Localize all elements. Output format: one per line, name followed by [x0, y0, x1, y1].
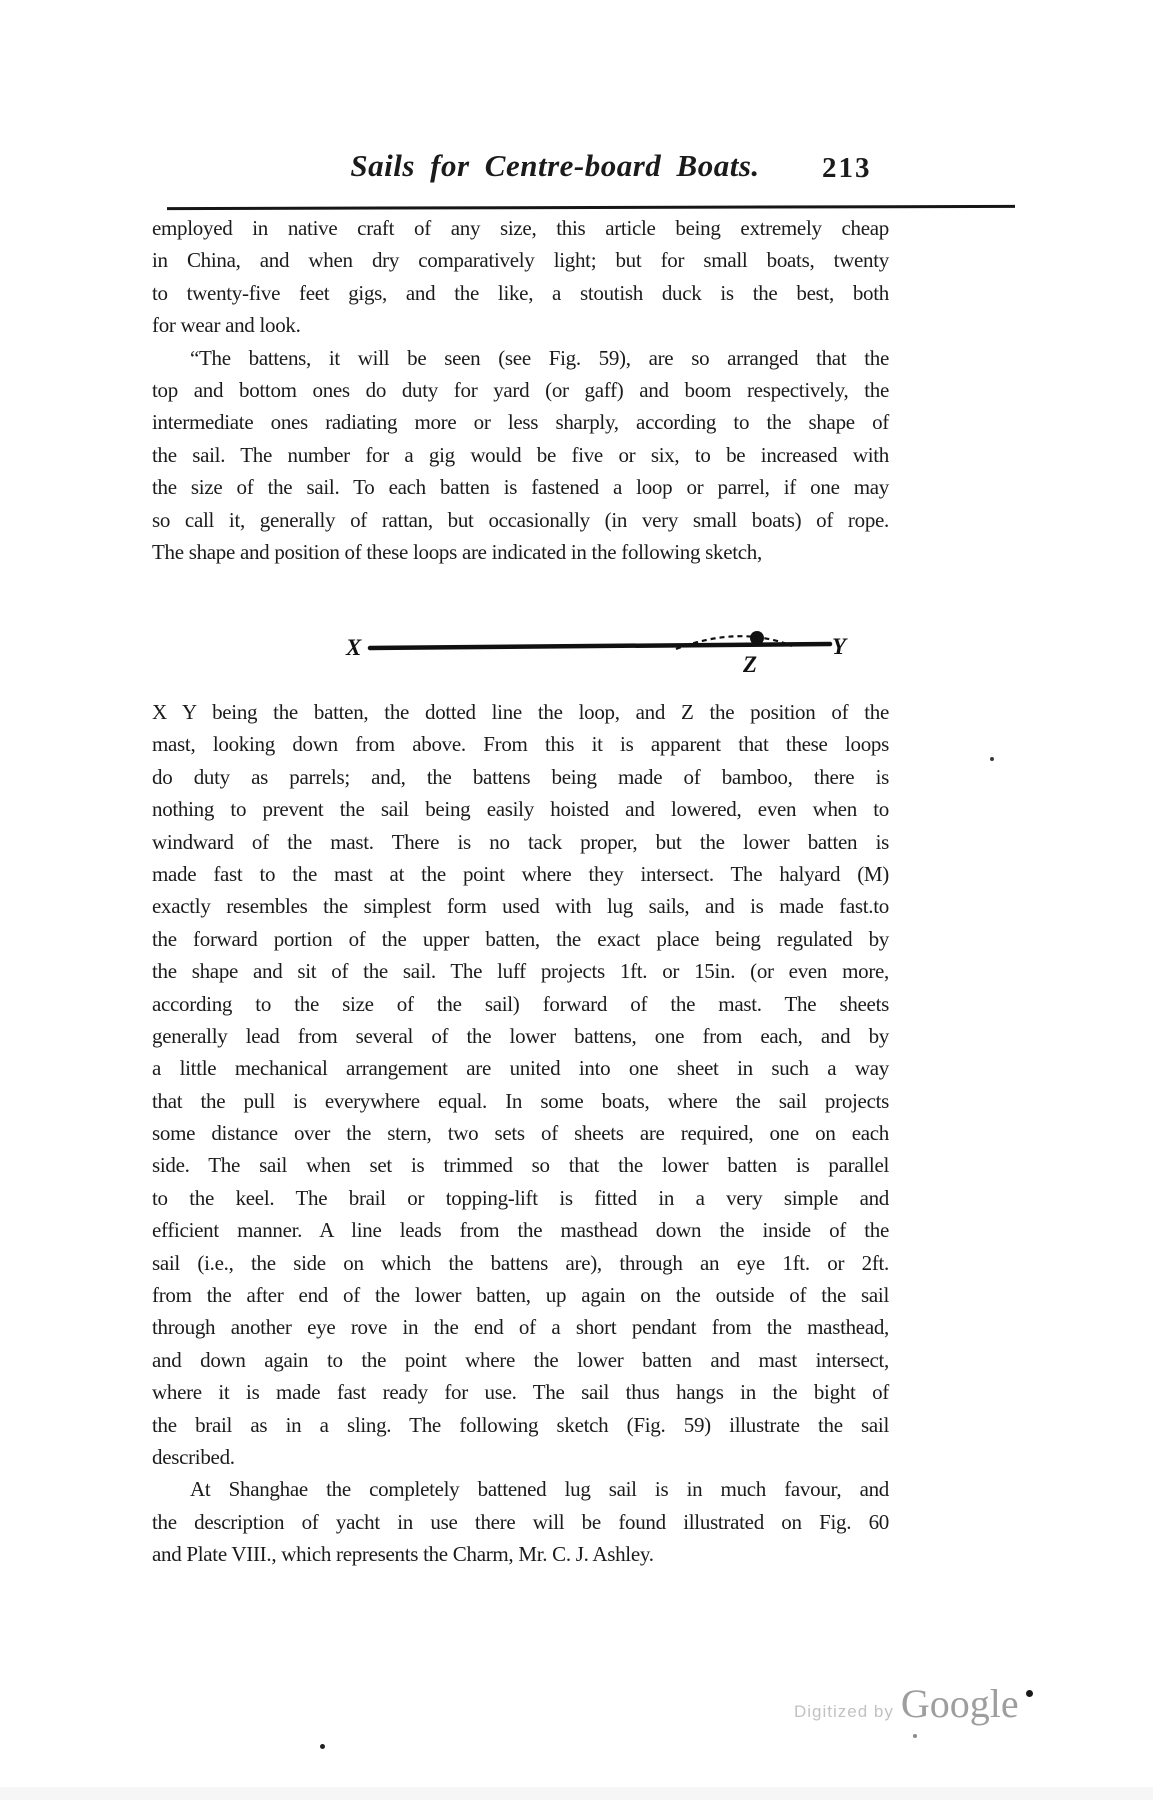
text-line: generally lead from several of the lower battens, one from each, and by: [152, 1023, 889, 1048]
batten-line: [370, 644, 830, 648]
text-line: sail (i.e., the side on which the battens are), through an eye 1ft. or 2ft.: [152, 1250, 889, 1275]
text-line: the description of yacht in use there will be found illustrated on Fig. 60: [152, 1509, 889, 1534]
text-line: The shape and position of these loops are indicated in the following sketch,: [152, 539, 762, 564]
text-line: where it is made fast ready for use. The sail thus hangs in the bight of: [152, 1380, 889, 1405]
header-rule: [167, 205, 1015, 210]
text-line: side. The sail when set is trimmed so that the lower batten is parallel: [152, 1153, 889, 1178]
digitized-by-google-watermark: [794, 1680, 1019, 1727]
text-line: windward of the mast. There is no tack proper, but the lower batten is: [152, 829, 889, 854]
text-line: the shape and sit of the sail. The luff projects 1ft. or 15in. (or even more,: [152, 959, 889, 984]
running-title: Sails for Centre-board Boats.: [350, 148, 760, 183]
text-line: X Y being the batten, the dotted line the loop, and Z the position of the: [152, 700, 889, 724]
text-line: through another eye rove in the end of a short pendant from the masthead,: [152, 1315, 889, 1340]
scan-speck: [913, 1734, 917, 1738]
text-line: in China, and when dry comparatively light; but for small boats, twenty: [152, 248, 889, 273]
text-block-2: [152, 696, 889, 1571]
text-line: the sail. The number for a gig would be five or six, to be increased with: [152, 442, 889, 467]
sketch-label-z: Z: [743, 652, 758, 677]
scan-speck: [1026, 1690, 1033, 1697]
text-line: according to the size of the sail) forward of the mast. The sheets: [152, 991, 889, 1016]
text-line: and Plate VIII., which represents the Charm, Mr. C. J. Ashley.: [152, 1542, 654, 1567]
text-line: employed in native craft of any size, this article being extremely cheap: [152, 216, 889, 240]
text-line: to the keel. The brail or topping-lift is fitted in a very simple and: [152, 1185, 889, 1210]
sketch-label-x: X: [346, 635, 362, 660]
text-line: from the after end of the lower batten, up again on the outside of the sail: [152, 1283, 889, 1308]
text-line: At Shanghae the completely battened lug sail is in much favour, and: [190, 1477, 889, 1502]
watermark-text: Digitized by: [794, 1702, 894, 1721]
text-line: for wear and look.: [152, 313, 301, 338]
text-line: and down again to the point where the lower batten and mast intersect,: [152, 1347, 889, 1372]
sketch-label-y: Y: [832, 634, 847, 659]
text-line: “The battens, it will be seen (see Fig. 59), are so arranged that the: [190, 345, 889, 370]
text-line: made fast to the mast at the point where they intersect. The halyard (M): [152, 861, 889, 886]
text-line: described.: [152, 1444, 235, 1469]
scan-speck: [990, 757, 994, 761]
text-line: to twenty-five feet gigs, and the like, a stoutish duck is the best, both: [152, 280, 889, 305]
text-line: efficient manner. A line leads from the masthead down the inside of the: [152, 1218, 889, 1243]
text-line: nothing to prevent the sail being easily hoisted and lowered, even when to: [152, 797, 889, 822]
google-logo-text: Google: [900, 1681, 1019, 1726]
text-line: exactly resembles the simplest form used with lug sails, and is made fast.to: [152, 894, 889, 919]
text-line: some distance over the stern, two sets of sheets are required, one on each: [152, 1121, 889, 1146]
scan-edge-shade: [0, 1787, 1153, 1800]
text-line: the size of the sail. To each batten is fastened a loop or parrel, if one may: [152, 475, 889, 500]
page-number: 213: [822, 152, 872, 184]
mast-dot: [750, 631, 764, 645]
text-line: that the pull is everywhere equal. In some boats, where the sail projects: [152, 1088, 889, 1113]
scan-speck: [320, 1744, 325, 1749]
text-line: top and bottom ones do duty for yard (or gaff) and boom respectively, the: [152, 377, 889, 402]
text-line: intermediate ones radiating more or less sharply, according to the shape of: [152, 410, 889, 435]
text-line: the forward portion of the upper batten, the exact place being regulated by: [152, 926, 889, 951]
text-line: the brail as in a sling. The following sketch (Fig. 59) illustrate the sail: [152, 1412, 889, 1437]
text-line: a little mechanical arrangement are united into one sheet in such a way: [152, 1056, 889, 1081]
text-line: mast, looking down from above. From this it is apparent that these loops: [152, 732, 889, 757]
text-line: so call it, generally of rattan, but occasionally (in very small boats) of rope.: [152, 507, 889, 532]
text-block-1: [152, 212, 889, 568]
text-line: do duty as parrels; and, the battens being made of bamboo, there is: [152, 764, 889, 789]
batten-loop-sketch: [340, 616, 855, 678]
